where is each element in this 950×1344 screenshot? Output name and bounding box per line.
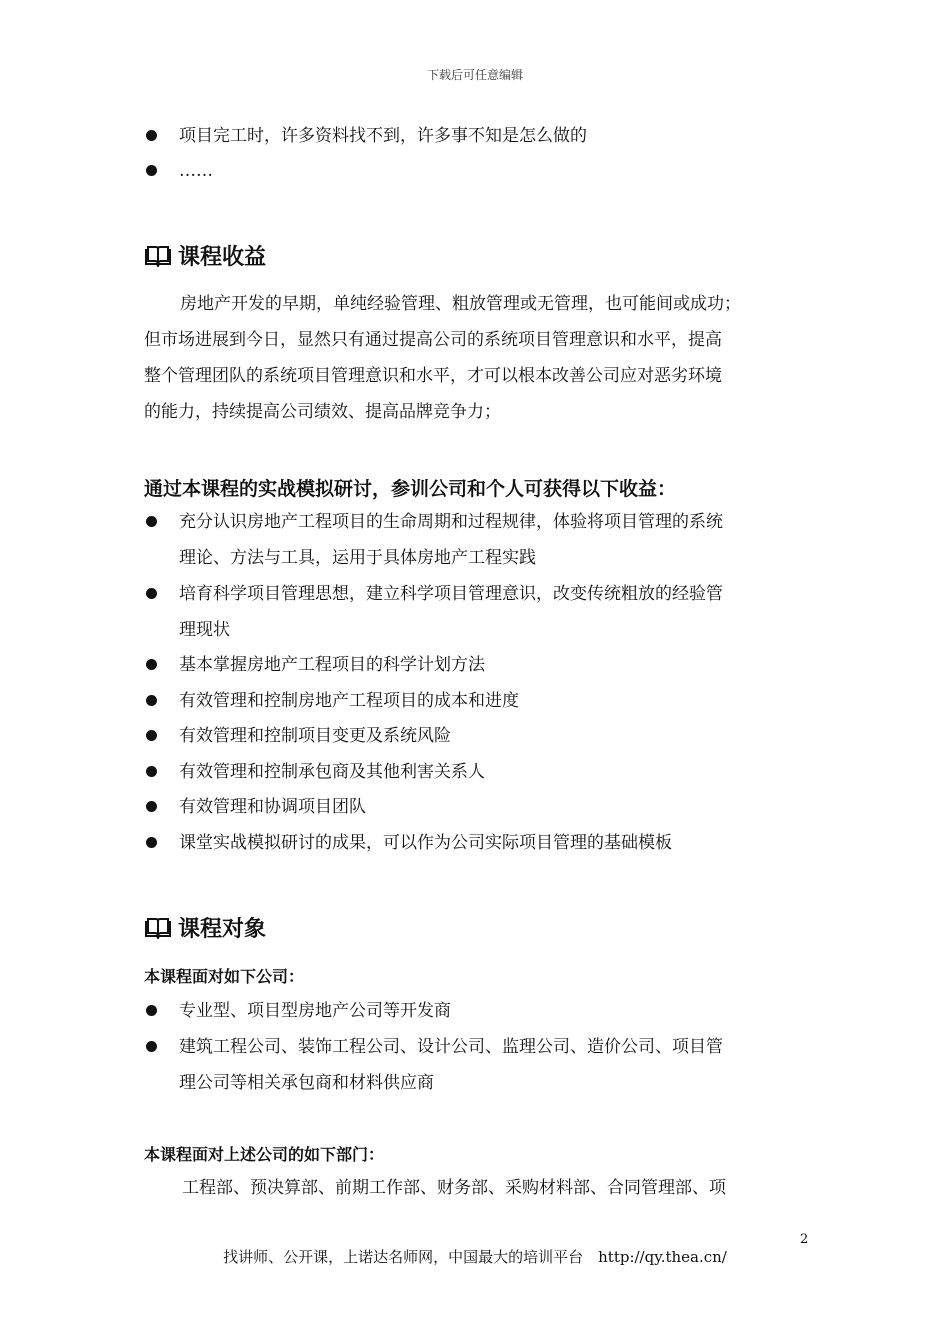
section-title: 课程对象: [178, 916, 267, 942]
list-item-text-continued: 理公司等相关承包商和材料供应商: [179, 1073, 434, 1093]
list-item-text: 有效管理和控制承包商及其他利害关系人: [179, 762, 485, 782]
bullet-icon: [146, 766, 157, 777]
list-item-text-continued: 理现状: [179, 620, 230, 640]
list-item: [144, 754, 824, 790]
list-item: [144, 718, 824, 754]
list-item: [144, 118, 824, 154]
bullet-icon: [146, 516, 157, 527]
list-item: [144, 825, 824, 861]
paragraph: [144, 286, 834, 430]
list-item: [144, 1029, 824, 1101]
paragraph-line: 的能力，持续提高公司绩效、提高品牌竞争力；: [144, 402, 501, 422]
list-item-text: 充分认识房地产工程项目的生命周期和过程规律，体验将项目管理的系统: [179, 512, 723, 532]
list-item-text: ……: [179, 161, 213, 181]
list-item: [144, 647, 824, 683]
list-item-text: 有效管理和控制房地产工程项目的成本和进度: [179, 691, 519, 711]
list-item-text-continued: 理论、方法与工具，运用于具体房地产工程实践: [179, 548, 536, 568]
paragraph: [144, 1170, 834, 1206]
list-item: [144, 504, 824, 576]
paragraph-line: 工程部、预决算部、前期工作部、财务部、采购材料部、合同管理部、项: [182, 1178, 726, 1198]
section-heading: [144, 240, 266, 271]
bullet-icon: [146, 695, 157, 706]
bullet-icon: [146, 730, 157, 741]
paragraph-line: 但市场进展到今日，显然只有通过提高公司的系统项目管理意识和水平，提高: [144, 330, 722, 350]
bullet-icon: [146, 837, 157, 848]
bullet-icon: [146, 165, 157, 176]
list-item: [144, 683, 824, 719]
benefits-subheading: 通过本课程的实战模拟研讨，参训公司和个人可获得以下收益：: [144, 478, 677, 500]
bullet-icon: [146, 1041, 157, 1052]
bullet-icon: [146, 130, 157, 141]
footer-text: 找讲师、公开课，上诺达名师网，中国最大的培训平台 http://qy.thea.cn/: [223, 1248, 727, 1266]
bullet-icon: [146, 659, 157, 670]
list-item-text: 有效管理和控制项目变更及系统风险: [179, 726, 451, 746]
book-icon: [144, 245, 172, 267]
list-item-text: 课堂实战模拟研讨的成果，可以作为公司实际项目管理的基础模板: [179, 833, 672, 853]
departments-subheading: 本课程面对上述公司的如下部门：: [144, 1145, 385, 1164]
bullet-icon: [146, 588, 157, 599]
book-icon: [144, 917, 172, 939]
header-note: 下载后可任意编辑: [426, 68, 523, 82]
page-number: 2: [800, 1232, 809, 1247]
paragraph-line: 房地产开发的早期，单纯经验管理、粗放管理或无管理，也可能间或成功；: [180, 294, 741, 314]
list-item-text: 培育科学项目管理思想，建立科学项目管理意识，改变传统粗放的经验管: [179, 584, 723, 604]
list-item-text: 项目完工时，许多资料找不到，许多事不知是怎么做的: [179, 126, 587, 146]
bullet-icon: [146, 1005, 157, 1016]
companies-subheading: 本课程面对如下公司：: [144, 967, 305, 986]
list-item: [144, 789, 824, 825]
section-title: 课程收益: [178, 244, 267, 270]
list-item: [144, 993, 824, 1029]
list-item-text: 建筑工程公司、装饰工程公司、设计公司、监理公司、造价公司、项目管: [179, 1037, 723, 1057]
list-item: [144, 576, 824, 648]
list-item-text: 有效管理和协调项目团队: [179, 797, 366, 817]
paragraph-line: 整个管理团队的系统项目管理意识和水平，才可以根本改善公司应对恶劣环境: [144, 366, 722, 386]
list-item-text: 基本掌握房地产工程项目的科学计划方法: [179, 655, 485, 675]
section-heading: [144, 912, 266, 943]
bullet-icon: [146, 801, 157, 812]
list-item: [144, 153, 824, 189]
list-item-text: 专业型、项目型房地产公司等开发商: [179, 1001, 451, 1021]
